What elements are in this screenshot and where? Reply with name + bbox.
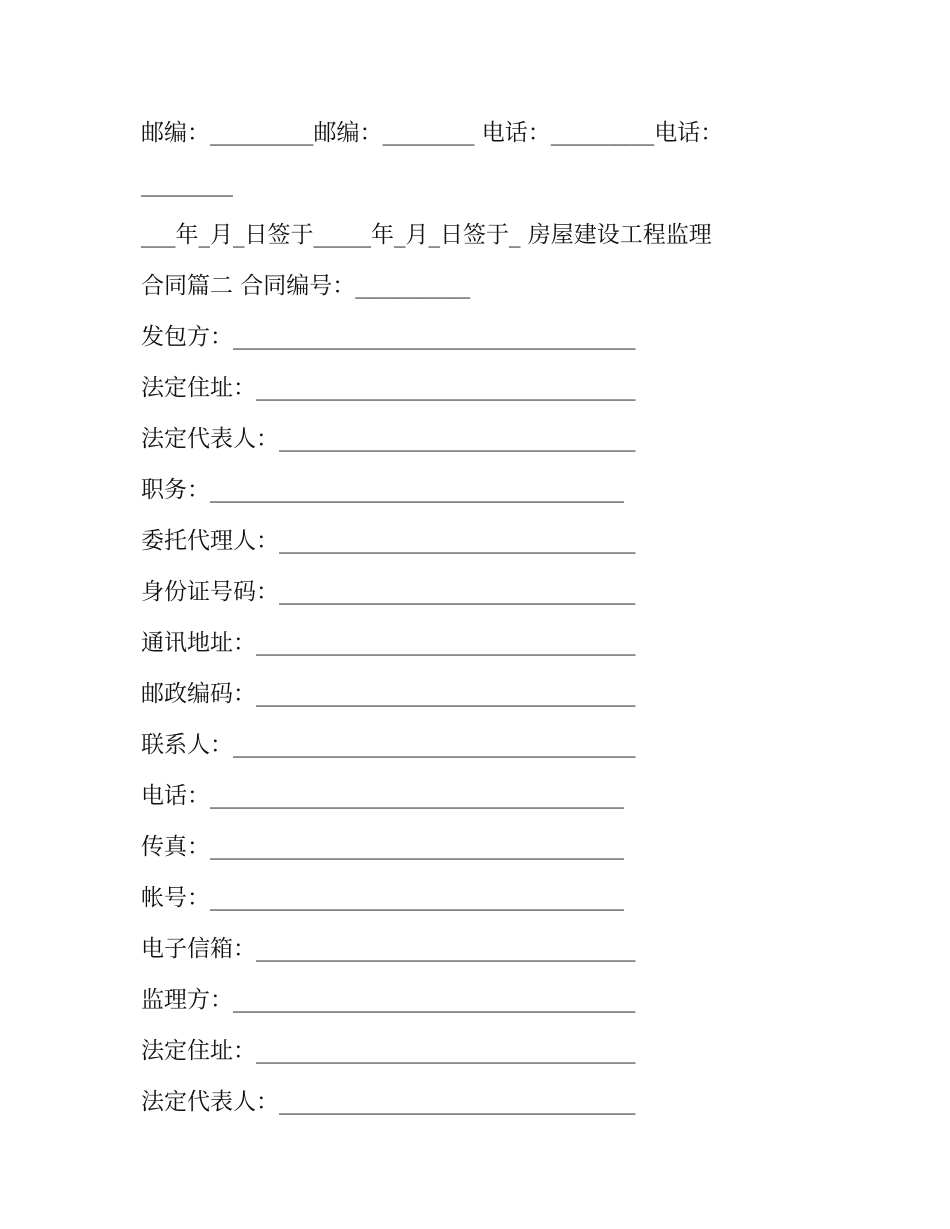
mailing-address-field: 通讯地址：_________________________________ [141,630,636,656]
signing-date-line: ___年_月_日签于_____年_月_日签于_ 房屋建设工程监理 [141,222,712,248]
fax-field: 传真：____________________________________ [141,834,624,860]
postcode-phone-line: 邮编：_________邮编：________ 电话：_________电话： [141,120,724,146]
email-field: 电子信箱：_________________________________ [141,936,636,962]
position-field: 职务：____________________________________ [141,477,624,503]
supervisor-legal-representative-field: 法定代表人：_______________________________ [141,1089,636,1115]
contact-person-field: 联系人：___________________________________ [141,732,636,758]
phone-field: 电话：____________________________________ [141,783,624,809]
id-number-field: 身份证号码：_______________________________ [141,579,636,605]
authorized-agent-field: 委托代理人：_______________________________ [141,528,636,554]
supervisor-legal-address-field: 法定住址：_________________________________ [141,1038,636,1064]
legal-address-field: 法定住址：_________________________________ [141,375,636,401]
employer-field: 发包方：___________________________________ [141,324,636,350]
legal-representative-field: 法定代表人：_______________________________ [141,426,636,452]
postal-code-field: 邮政编码：_________________________________ [141,681,636,707]
supervisor-field: 监理方：___________________________________ [141,987,636,1013]
contract-number-line: 合同篇二 合同编号：__________ [141,273,471,299]
document-page [141,108,821,1128]
account-field: 帐号：____________________________________ [141,885,624,911]
phone-continuation-line: ________ [141,171,233,197]
